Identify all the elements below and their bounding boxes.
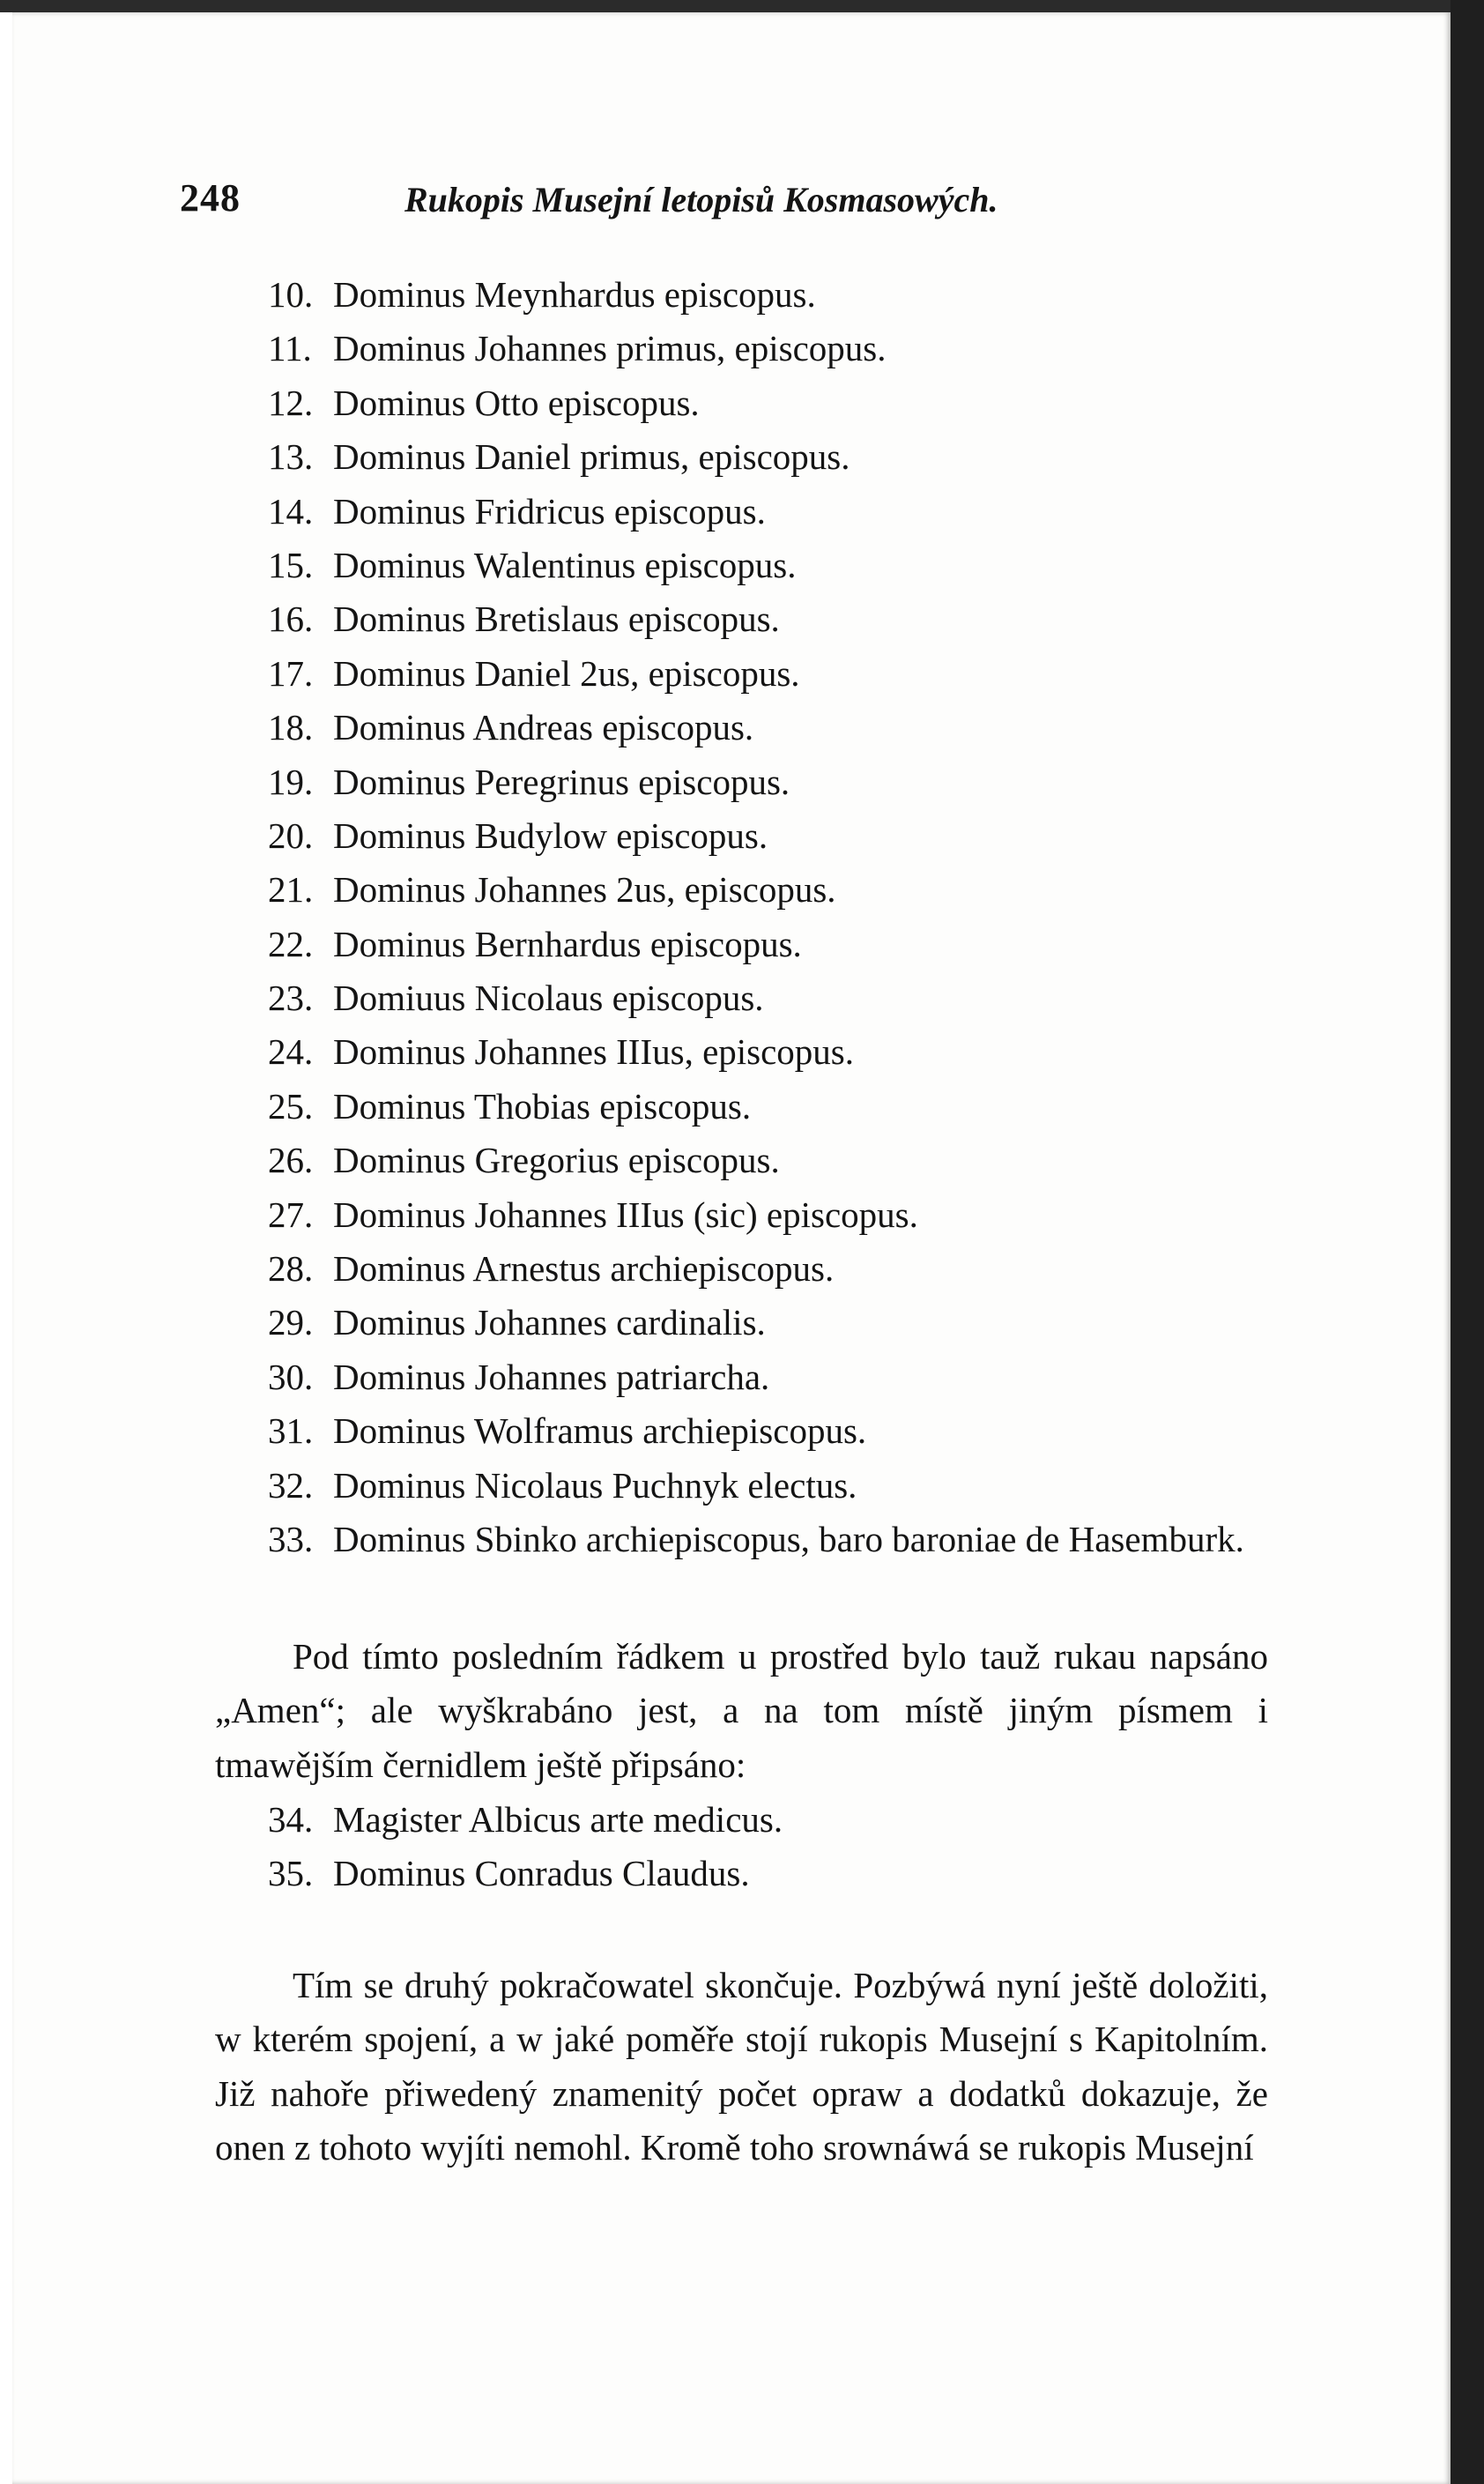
entry-text: Dominus Otto episcopus. xyxy=(333,382,700,423)
page-number: 248 xyxy=(180,176,241,219)
entry-text: Dominus Johannes cardinalis. xyxy=(333,1302,766,1343)
entry-text: Dominus Gregorius episcopus. xyxy=(333,1140,780,1181)
entry-text: Dominus Arnestus archiepiscopus. xyxy=(333,1248,835,1290)
entry-text: Dominus Daniel 2us, episcopus. xyxy=(333,652,800,694)
entry-number: 34. xyxy=(268,1799,314,1840)
list-entry xyxy=(268,1242,1290,1296)
entry-text: Dominus Sbinko archiepiscopus, baro baroniae de Hasemburk. xyxy=(333,1518,1244,1559)
list-entry xyxy=(268,647,1290,701)
entry-number: 23. xyxy=(268,978,314,1019)
entry-text: Dominus Nicolaus Puchnyk electus. xyxy=(333,1464,857,1506)
entry-number: 27. xyxy=(268,1194,314,1235)
entry-number: 22. xyxy=(268,923,314,964)
list-entry xyxy=(268,755,1290,809)
list-entry xyxy=(268,322,1290,376)
list-entry xyxy=(268,592,1290,646)
list-entry xyxy=(268,430,1290,484)
scan-edge-top xyxy=(0,0,1484,12)
list-entry xyxy=(268,1134,1290,1187)
entry-text: Dominus Daniel primus, episcopus. xyxy=(333,436,850,478)
entry-number: 33. xyxy=(268,1518,314,1559)
entry-text: Dominus Bretislaus episcopus. xyxy=(333,599,780,640)
entry-text: Dominus Bernhardus episcopus. xyxy=(333,923,802,964)
entry-text: Dominus Budylow episcopus. xyxy=(333,814,768,856)
book-page xyxy=(12,12,1451,2484)
entry-text: Dominus Peregrinus episcopus. xyxy=(333,761,790,802)
list-entry xyxy=(268,1080,1290,1134)
entry-number: 35. xyxy=(268,1853,314,1894)
entry-number: 17. xyxy=(268,652,314,694)
entry-number: 30. xyxy=(268,1356,314,1397)
list-entry xyxy=(268,971,1290,1025)
entry-number: 15. xyxy=(268,544,314,585)
entry-number: 20. xyxy=(268,814,314,856)
entry-number: 12. xyxy=(268,382,314,423)
entry-text: Magister Albicus arte medicus. xyxy=(333,1799,783,1840)
list-entry xyxy=(268,809,1290,863)
list-entry xyxy=(268,701,1290,755)
list-entry xyxy=(268,1847,1290,1900)
entry-text: Dominus Andreas episcopus. xyxy=(333,707,754,748)
entry-text: Dominus Johannes 2us, episcopus. xyxy=(333,869,836,911)
entry-number: 29. xyxy=(268,1302,314,1343)
list-entry xyxy=(268,1025,1290,1079)
entry-number: 19. xyxy=(268,761,314,802)
entry-text: Dominus Wolframus archiepiscopus. xyxy=(333,1410,867,1452)
list-entry xyxy=(268,1459,1290,1513)
paragraph-body: Tím se druhý pokračowatel skončuje. Pozbýwá nyní ještě doložiti, w kterém spojení, a w jaké poměře stojí rukopis Musejní s Kapitolním. Již nahoře přiwedený znamenitý počet opraw a dodatků dokazuje, že onen z tohoto wyjíti nemohl. Kromě toho srownáwá se rukopis Musejní xyxy=(215,1965,1268,2168)
running-title: Rukopis Musejní letopisů Kosmasowých. xyxy=(404,180,998,219)
entry-text: Dominus Johannes IIIus (sic) episcopus. xyxy=(333,1194,918,1235)
list-entry xyxy=(268,1296,1290,1350)
entry-number: 32. xyxy=(268,1464,314,1506)
entry-number: 21. xyxy=(268,869,314,911)
list-entry xyxy=(268,376,1290,430)
entry-text: Dominus Fridricus episcopus. xyxy=(333,490,766,532)
entry-number: 31. xyxy=(268,1410,314,1452)
bishop-list xyxy=(268,268,1290,1566)
list-entry xyxy=(268,1513,1290,1566)
entry-text: Dominus Meynhardus episcopus. xyxy=(333,274,816,315)
entry-number: 10. xyxy=(268,274,314,315)
entry-text: Dominus Thobias episcopus. xyxy=(333,1085,752,1127)
entry-text: Domiuus Nicolaus episcopus. xyxy=(333,978,764,1019)
entry-number: 16. xyxy=(268,599,314,640)
list-entry xyxy=(268,268,1290,322)
entry-text: Dominus Johannes IIIus, episcopus. xyxy=(333,1031,855,1073)
entry-number: 28. xyxy=(268,1248,314,1290)
list-entry xyxy=(268,918,1290,971)
entry-number: 13. xyxy=(268,436,314,478)
list-entry xyxy=(268,1188,1290,1242)
page-header xyxy=(180,175,1281,228)
entry-number: 18. xyxy=(268,707,314,748)
entry-text: Dominus Johannes primus, episcopus. xyxy=(333,328,887,369)
entry-number: 11. xyxy=(268,328,312,369)
scan-edge-right xyxy=(1451,0,1484,2484)
list-entry xyxy=(268,1350,1290,1404)
list-entry xyxy=(268,485,1290,539)
entry-text: Dominus Conradus Claudus. xyxy=(333,1853,750,1894)
paragraph-note: Pod tímto posledním řádkem u prostřed bylo tauž rukau napsáno „Amen“; ale wyškrabáno jest, a na tom místě jiným písmem i tmawějším černidlem ještě připsáno: xyxy=(215,1636,1268,1785)
list-entry xyxy=(268,1404,1290,1458)
appended-list xyxy=(268,1793,1290,1901)
entry-number: 14. xyxy=(268,490,314,532)
entry-number: 26. xyxy=(268,1140,314,1181)
entry-text: Dominus Walentinus episcopus. xyxy=(333,544,797,585)
entry-text: Dominus Johannes patriarcha. xyxy=(333,1356,770,1397)
entry-number: 25. xyxy=(268,1085,314,1127)
entry-number: 24. xyxy=(268,1031,314,1073)
list-entry xyxy=(268,1793,1290,1847)
list-entry xyxy=(268,539,1290,592)
list-entry xyxy=(268,863,1290,917)
